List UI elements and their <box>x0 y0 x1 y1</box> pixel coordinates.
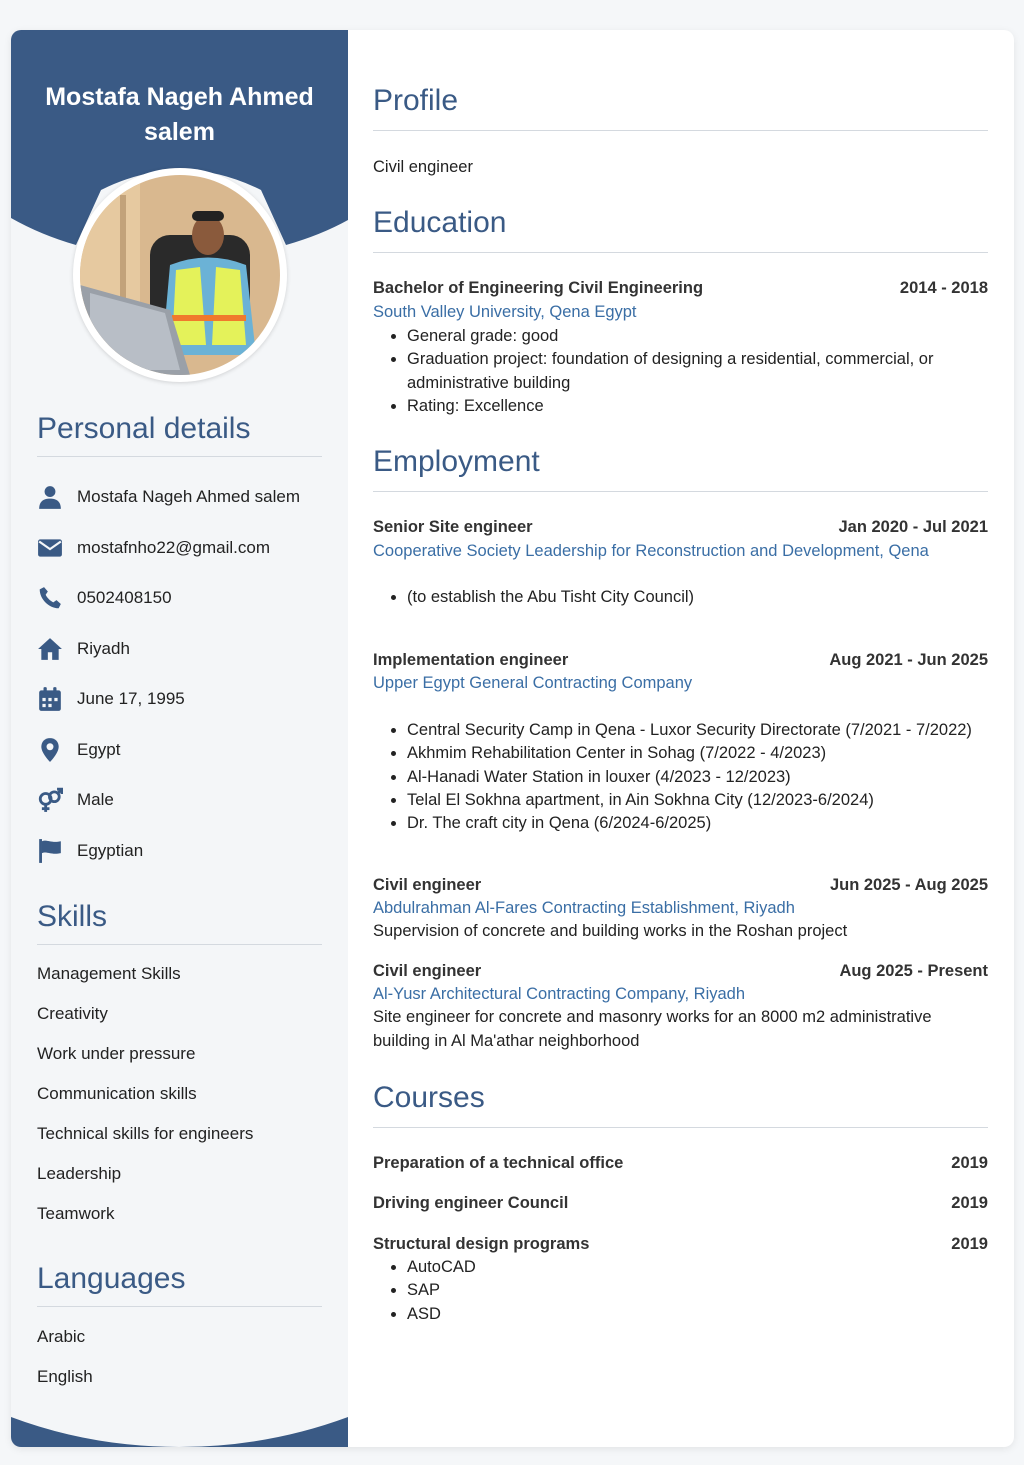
job-dates: Aug 2021 - Jun 2025 <box>829 651 988 669</box>
course-year: 2019 <box>951 1194 988 1212</box>
languages-title: Languages <box>37 1262 322 1307</box>
job-company: Abdulrahman Al-Fares Contracting Establishment, Riyadh <box>373 899 795 917</box>
course-year: 2019 <box>951 1235 988 1253</box>
personal-item-country <box>37 725 322 776</box>
skill-item: Management Skills <box>37 964 181 983</box>
list-item: • SAP <box>407 1279 988 1302</box>
profile-photo-image <box>80 175 280 375</box>
skill-item: Creativity <box>37 1004 108 1023</box>
job-company: Cooperative Society Leadership for Reconstruction and Development, Qena <box>373 542 929 560</box>
profile-text: Civil engineer <box>373 158 473 176</box>
list-item: • General grade: good <box>407 325 988 348</box>
list-item: • Central Security Camp in Qena - Luxor Security Directorate (7/2021 - 7/2022) <box>407 719 988 742</box>
education-degree: Bachelor of Engineering Civil Engineering <box>373 279 704 297</box>
skill-item: Leadership <box>37 1164 122 1183</box>
gender-icon <box>37 787 63 813</box>
education-dates: 2014 - 2018 <box>899 279 988 297</box>
course-title: Preparation of a technical office <box>373 1154 624 1172</box>
course-title: Driving engineer Council <box>373 1194 569 1212</box>
education-school: South Valley University, Qena Egypt <box>373 303 637 321</box>
list-item: • Telal El Sokhna apartment, in Ain Sokhna City (12/2023-6/2024) <box>407 789 988 812</box>
personal-item-birthdate <box>37 674 322 725</box>
list-item: • AutoCAD <box>407 1256 988 1279</box>
skill-item: Technical skills for engineers <box>37 1124 254 1143</box>
skills-list <box>37 960 322 1240</box>
job-header <box>373 876 988 895</box>
list-item: • ASD <box>407 1303 988 1326</box>
job-header <box>373 962 988 981</box>
personal-item-city <box>37 624 322 675</box>
course-row <box>373 1194 988 1213</box>
home-icon <box>37 636 63 662</box>
personal-item-nationality <box>37 826 322 877</box>
personal-item-text: Riyadh <box>77 638 130 658</box>
job-company: Upper Egypt General Contracting Company <box>373 674 693 692</box>
job-title: Implementation engineer <box>373 651 569 669</box>
course-title: Structural design programs <box>373 1235 590 1253</box>
course-row <box>373 1154 988 1173</box>
personal-item-text: Egyptian <box>77 840 144 860</box>
sidebar-footer-wave <box>11 1417 348 1447</box>
location-pin-icon <box>37 737 63 763</box>
personal-item-gender <box>37 775 322 826</box>
email-icon <box>37 535 63 561</box>
job-header <box>373 518 988 537</box>
languages-list <box>37 1323 322 1403</box>
course-year: 2019 <box>951 1154 988 1172</box>
personal-item-text[interactable]: 0502408150 <box>77 588 172 608</box>
language-item: English <box>37 1367 93 1386</box>
sidebar <box>11 30 348 1447</box>
skill-item: Communication skills <box>37 1084 197 1103</box>
user-icon <box>37 484 63 510</box>
profile-title: Profile <box>373 84 988 131</box>
list-item: • Al-Hanadi Water Station in louxer (4/2023 - 12/2023) <box>407 766 988 789</box>
course-row <box>373 1235 988 1254</box>
personal-item-text: Mostafa Nageh Ahmed salem <box>77 487 301 507</box>
skill-item: Work under pressure <box>37 1044 196 1063</box>
job-title: Senior Site engineer <box>373 518 533 536</box>
calendar-icon <box>37 686 63 712</box>
skills-title: Skills <box>37 900 322 945</box>
employment-title: Employment <box>373 445 988 492</box>
job-header <box>373 651 988 670</box>
job-bullets <box>407 586 988 609</box>
personal-item-phone <box>37 573 322 624</box>
education-bullets <box>407 325 988 418</box>
personal-item-email <box>37 523 322 574</box>
flag-icon <box>37 838 63 864</box>
candidate-name: Mostafa Nageh Ahmed salem <box>45 83 314 146</box>
job-dates: Aug 2025 - Present <box>839 962 988 980</box>
phone-icon <box>37 585 63 611</box>
job-dates: Jan 2020 - Jul 2021 <box>838 518 988 536</box>
job-title: Civil engineer <box>373 876 482 894</box>
education-entry-header <box>373 279 988 298</box>
personal-item-text: Egypt <box>77 739 121 759</box>
personal-item-text: June 17, 1995 <box>77 689 185 709</box>
course-bullets <box>407 1256 988 1326</box>
education-title: Education <box>373 206 988 253</box>
language-item: Arabic <box>37 1327 86 1346</box>
personal-details-title: Personal details <box>37 412 322 457</box>
job-title: Civil engineer <box>373 962 482 980</box>
courses-title: Courses <box>373 1081 988 1128</box>
personal-item-name <box>37 472 322 523</box>
profile-photo <box>73 168 287 382</box>
list-item: • Dr. The craft city in Qena (6/2024-6/2025) <box>407 812 988 835</box>
job-dates: Jun 2025 - Aug 2025 <box>829 876 988 894</box>
list-item: • (to establish the Abu Tisht City Council) <box>407 586 988 609</box>
personal-details-list <box>37 472 322 876</box>
job-company: Al-Yusr Architectural Contracting Company, Riyadh <box>373 985 746 1003</box>
list-item: • Rating: Excellence <box>407 395 988 418</box>
skill-item: Teamwork <box>37 1204 115 1223</box>
resume-page <box>11 30 1014 1447</box>
job-description: Supervision of concrete and building works in the Roshan project <box>373 922 848 940</box>
personal-item-text[interactable]: mostafnho22@gmail.com <box>77 537 271 557</box>
list-item: • Graduation project: foundation of designing a residential, commercial, or administrative building <box>407 348 988 395</box>
personal-item-text: Male <box>77 790 114 810</box>
job-bullets <box>407 719 988 835</box>
list-item: • Akhmim Rehabilitation Center in Sohag (7/2022 - 4/2023) <box>407 742 988 765</box>
job-description: Site engineer for concrete and masonry works for an 8000 m2 administrative building in Al Ma'athar neighborhood <box>373 1008 932 1050</box>
